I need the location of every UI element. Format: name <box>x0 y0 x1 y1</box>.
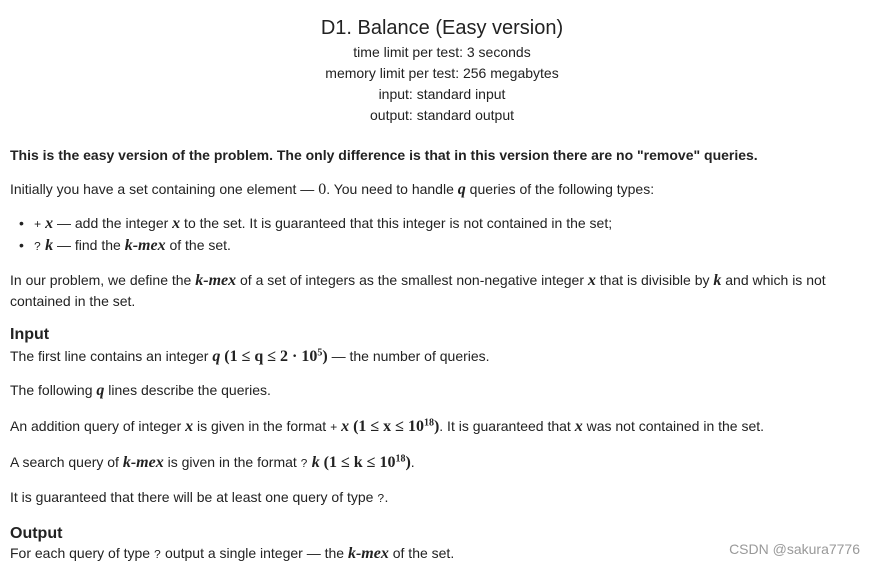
input-heading: Input <box>10 326 50 343</box>
add-text-b: to the set. It is guaranteed that this integer is not contained in the set; <box>180 215 613 231</box>
input4-math: (1 ≤ k ≤ 10 <box>323 454 396 471</box>
intro-zero: 0 <box>318 181 327 198</box>
input4-k: k <box>311 454 320 471</box>
def-text-a: In our problem, we define the <box>10 272 196 288</box>
search-text-a: — find the <box>53 237 125 253</box>
input3-x2: x <box>341 418 350 435</box>
def-text-b: of a set of integers as the smallest non-negative integer <box>236 272 588 288</box>
input3-text-d: was not contained in the set. <box>582 418 765 434</box>
add-plus: + <box>34 218 42 232</box>
input3-close: ) <box>433 418 440 435</box>
input3-math: (1 ≤ x ≤ 10 <box>353 418 424 435</box>
def-text-e: contained in the set. <box>10 293 136 309</box>
memory-limit: memory limit per test: 256 megabytes <box>325 65 559 81</box>
output-heading: Output <box>10 525 63 542</box>
input1-q: q <box>212 348 221 365</box>
add-x2: x <box>172 215 181 232</box>
query-type-add <box>10 213 612 235</box>
input3-plus: + <box>330 421 338 435</box>
search-text-b: of the set. <box>165 237 231 253</box>
bullet-dot: • <box>19 215 24 231</box>
add-x: x <box>45 215 54 232</box>
csdn-watermark: CSDN @sakura7776 <box>729 541 860 557</box>
def-text-c: that is divisible by <box>595 272 714 288</box>
input-line-3 <box>10 416 860 438</box>
intro-text-a: Initially you have a set containing one element — <box>10 181 319 197</box>
output1-text-c: of the set. <box>388 545 455 561</box>
input2-text-a: The following <box>10 382 97 398</box>
intro-paragraph <box>10 179 860 200</box>
input-line-5 <box>10 487 860 509</box>
problem-header <box>0 14 874 126</box>
intro-text-b: . You need to handle <box>326 181 458 197</box>
add-text-a: — add the integer <box>53 215 173 231</box>
time-limit: time limit per test: 3 seconds <box>353 44 531 60</box>
input-line-1 <box>10 346 860 367</box>
input5-text-b: . <box>384 489 389 505</box>
input3-text-b: is given in the format <box>193 418 331 434</box>
input-line-4 <box>10 452 860 474</box>
input3-text-a: An addition query of integer <box>10 418 186 434</box>
output1-text-a: For each query of type <box>10 545 154 561</box>
output1-text-b: output a single integer — the <box>161 545 348 561</box>
input1-exp: 5 <box>317 347 323 359</box>
input4-text-c: . <box>410 454 415 470</box>
input-line-2 <box>10 380 860 401</box>
input1-math: (1 ≤ q ≤ 2 · 10 <box>224 348 318 365</box>
input1-close: ) <box>322 348 328 365</box>
search-question: ? <box>34 240 42 254</box>
input3-exp: 18 <box>423 417 434 429</box>
easy-version-note: This is the easy version of the problem. The only difference is that in this version there are no "remove" queries. <box>10 147 758 163</box>
output1-question: ? <box>153 548 162 562</box>
input4-text-b: is given in the format <box>163 454 301 470</box>
output-spec: output: standard output <box>370 107 514 123</box>
def-x: x <box>587 272 596 289</box>
input5-text-a: It is guaranteed that there will be at least one query of type <box>10 489 378 505</box>
definition-paragraph <box>10 270 860 311</box>
def-k: k <box>713 272 722 289</box>
input3-text-c: . It is guaranteed that <box>439 418 575 434</box>
intro-q: q <box>457 181 466 198</box>
input4-text-a: A search query of <box>10 454 123 470</box>
search-k: k <box>45 237 54 254</box>
input4-kmex: k-mex <box>122 454 164 471</box>
bullet-dot: • <box>19 237 24 253</box>
input4-exp: 18 <box>395 453 406 465</box>
input3-x: x <box>185 418 194 435</box>
intro-text-c: queries of the following types: <box>465 181 655 197</box>
input3-x3: x <box>574 418 583 435</box>
output1-kmex: k-mex <box>347 545 389 562</box>
input2-q: q <box>96 382 105 399</box>
problem-title: D1. Balance (Easy version) <box>320 17 564 39</box>
input-spec: input: standard input <box>378 86 506 102</box>
query-type-search <box>10 235 231 257</box>
input1-text-b: — the number of queries. <box>327 348 490 364</box>
def-text-d: and which is not <box>721 272 826 288</box>
input4-question: ? <box>300 457 308 471</box>
def-kmex: k-mex <box>195 272 237 289</box>
input1-text-a: The first line contains an integer <box>10 348 213 364</box>
input4-close: ) <box>405 454 411 471</box>
search-kmex: k-mex <box>124 237 166 254</box>
input2-text-b: lines describe the queries. <box>104 382 271 398</box>
input5-question: ? <box>377 492 385 506</box>
